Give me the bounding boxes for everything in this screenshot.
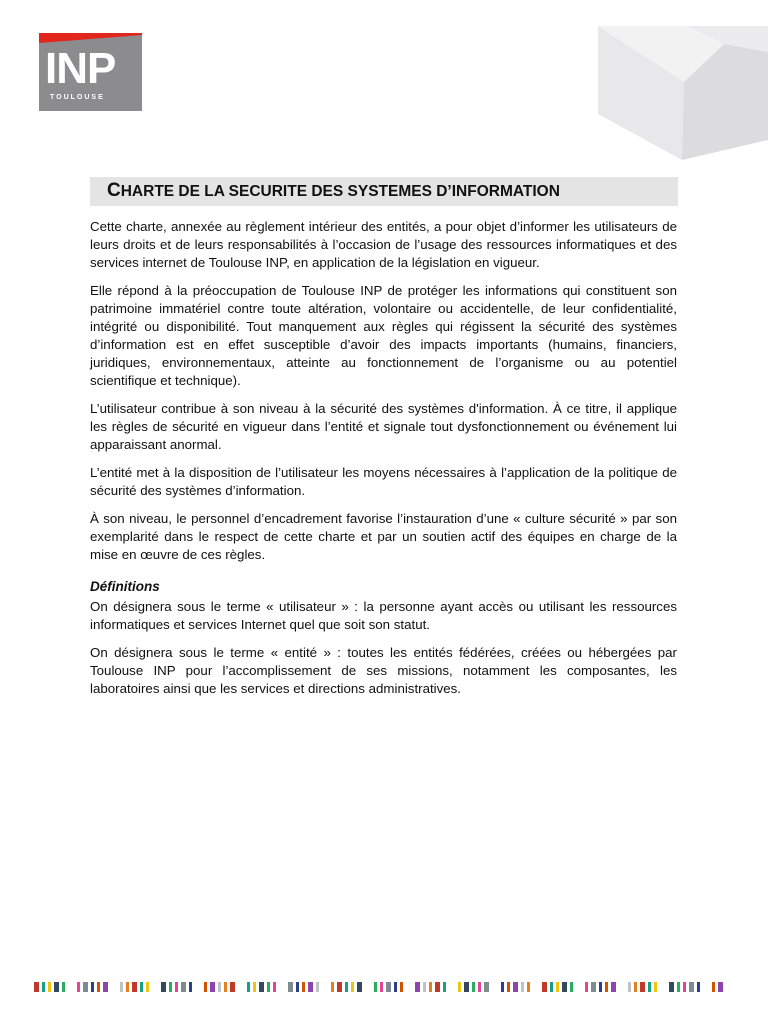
color-strip-block xyxy=(605,982,608,992)
color-strip-block xyxy=(429,982,432,992)
color-strip-block xyxy=(230,982,235,992)
document-title-bar xyxy=(90,177,678,206)
color-strip-block xyxy=(132,982,137,992)
color-strip-block xyxy=(542,982,547,992)
color-strip-block xyxy=(458,982,461,992)
paragraph-user-role: L’utilisateur contribue à son niveau à la sécurité des systèmes d'information. À ce titre, il applique les règles de sécurité en vigueur dans l’entité et signale tout dysfonctionnement ou événement lui apparaissant anormal. xyxy=(90,401,677,452)
decorative-cube-graphic xyxy=(596,22,768,162)
color-strip-block xyxy=(400,982,403,992)
color-strip-block xyxy=(689,982,694,992)
color-strip-block xyxy=(521,982,524,992)
color-strip-block xyxy=(169,982,172,992)
color-strip-block xyxy=(345,982,348,992)
color-strip-block xyxy=(718,982,723,992)
color-strip-block xyxy=(302,982,305,992)
color-strip-block xyxy=(273,982,276,992)
color-strip-block xyxy=(443,982,446,992)
color-strip-block xyxy=(247,982,250,992)
color-strip-block xyxy=(296,982,299,992)
logo-main-text: INP xyxy=(45,44,116,93)
decorative-color-strip xyxy=(30,981,730,993)
color-strip-block xyxy=(513,982,518,992)
color-strip-block xyxy=(654,982,657,992)
color-strip-block xyxy=(472,982,475,992)
color-strip-block xyxy=(103,982,108,992)
color-strip-block xyxy=(175,982,178,992)
color-strip-block xyxy=(218,982,221,992)
color-strip-block xyxy=(634,982,637,992)
color-strip-block xyxy=(161,982,166,992)
logo-sub-text: TOULOUSE xyxy=(50,94,105,101)
color-strip-block xyxy=(697,982,700,992)
inp-toulouse-logo xyxy=(39,33,142,111)
color-strip-block xyxy=(628,982,631,992)
paragraph-objective: Elle répond à la préoccupation de Toulouse INP de protéger les informations qui constituent son patrimoine immatériel contre toute altération, volontaire ou accidentelle, de leur confidentialité, intégrité ou disponibilité. Tout manquement aux règles qui régissent la sécurité des systèmes d’information est en effet susceptible d’avoir des impacts importants (humains, financiers, juridiques, environnementaux, atteinte au fonctionnement de l’organisme ou au potentiel scientifique et technique). xyxy=(90,283,677,388)
color-strip-block xyxy=(54,982,59,992)
color-strip-block xyxy=(146,982,149,992)
color-strip-block xyxy=(374,982,377,992)
color-strip-block xyxy=(527,982,530,992)
paragraph-intro: Cette charte, annexée au règlement intérieur des entités, a pour objet d’informer les utilisateurs de leurs droits et de leurs responsabilités à l’occasion de l’usage des ressources informatiques et des services internet de Toulouse INP, en application de la législation en vigueur. xyxy=(90,219,677,270)
color-strip-block xyxy=(585,982,588,992)
color-strip-block xyxy=(556,982,559,992)
color-strip-block xyxy=(683,982,686,992)
definition-entity: On désignera sous le terme « entité » : toutes les entités fédérées, créées ou hébergées par Toulouse INP pour l’accomplissement de ses missions, notamment les composantes, les laboratoires ainsi que les services et directions administratives. xyxy=(90,645,677,696)
definition-user: On désignera sous le terme « utilisateur » : la personne ayant accès ou utilisant les ressources informatiques et services Internet quel que soit son statut. xyxy=(90,599,677,632)
color-strip-block xyxy=(484,982,489,992)
color-strip-block xyxy=(267,982,270,992)
color-strip-block xyxy=(77,982,80,992)
color-strip-block xyxy=(34,982,39,992)
color-strip-block xyxy=(562,982,567,992)
color-strip-block xyxy=(380,982,383,992)
paragraph-management-role: À son niveau, le personnel d’encadrement favorise l’instauration d’une « culture sécurité » par son exemplarité dans le respect de cette charte et par un soutien actif des équipes en charge de la mise en œuvre de ces règles. xyxy=(90,511,677,562)
color-strip-block xyxy=(120,982,123,992)
color-strip-block xyxy=(386,982,391,992)
definitions-heading: Définitions xyxy=(90,579,160,594)
color-strip-block xyxy=(140,982,143,992)
color-strip-block xyxy=(435,982,440,992)
color-strip-block xyxy=(570,982,573,992)
logo-accent-stripe xyxy=(39,33,142,43)
color-strip-block xyxy=(316,982,319,992)
color-strip-block xyxy=(83,982,88,992)
color-strip-block xyxy=(224,982,227,992)
color-strip-block xyxy=(97,982,100,992)
document-body xyxy=(90,218,677,708)
document-title xyxy=(107,181,560,202)
color-strip-block xyxy=(181,982,186,992)
title-rest: HARTE DE LA SECURITE DES SYSTEMES D’INFORMATION xyxy=(120,183,560,200)
paragraph-entity-role: L’entité met à la disposition de l’utilisateur les moyens nécessaires à l’application de la politique de sécurité des systèmes d’information. xyxy=(90,465,677,498)
color-strip-block xyxy=(640,982,645,992)
color-strip-block xyxy=(507,982,510,992)
color-strip-block xyxy=(648,982,651,992)
color-strip-block xyxy=(204,982,207,992)
color-strip-block xyxy=(351,982,354,992)
color-strip-block xyxy=(357,982,362,992)
color-strip-block xyxy=(48,982,51,992)
color-strip-block xyxy=(464,982,469,992)
color-strip-block xyxy=(331,982,334,992)
color-strip-block xyxy=(669,982,674,992)
color-strip-block xyxy=(42,982,45,992)
title-first-letter: C xyxy=(107,180,121,201)
color-strip-block xyxy=(394,982,397,992)
color-strip-block xyxy=(337,982,342,992)
color-strip-block xyxy=(423,982,426,992)
color-strip-block xyxy=(126,982,129,992)
color-strip-block xyxy=(259,982,264,992)
color-strip-block xyxy=(591,982,596,992)
color-strip-block xyxy=(599,982,602,992)
color-strip-block xyxy=(210,982,215,992)
color-strip-block xyxy=(253,982,256,992)
color-strip-block xyxy=(611,982,616,992)
color-strip-block xyxy=(62,982,65,992)
color-strip-block xyxy=(712,982,715,992)
color-strip-block xyxy=(91,982,94,992)
color-strip-block xyxy=(550,982,553,992)
color-strip-block xyxy=(501,982,504,992)
color-strip-block xyxy=(677,982,680,992)
color-strip-block xyxy=(288,982,293,992)
color-strip-block xyxy=(308,982,313,992)
color-strip-block xyxy=(415,982,420,992)
color-strip-block xyxy=(478,982,481,992)
color-strip-block xyxy=(189,982,192,992)
